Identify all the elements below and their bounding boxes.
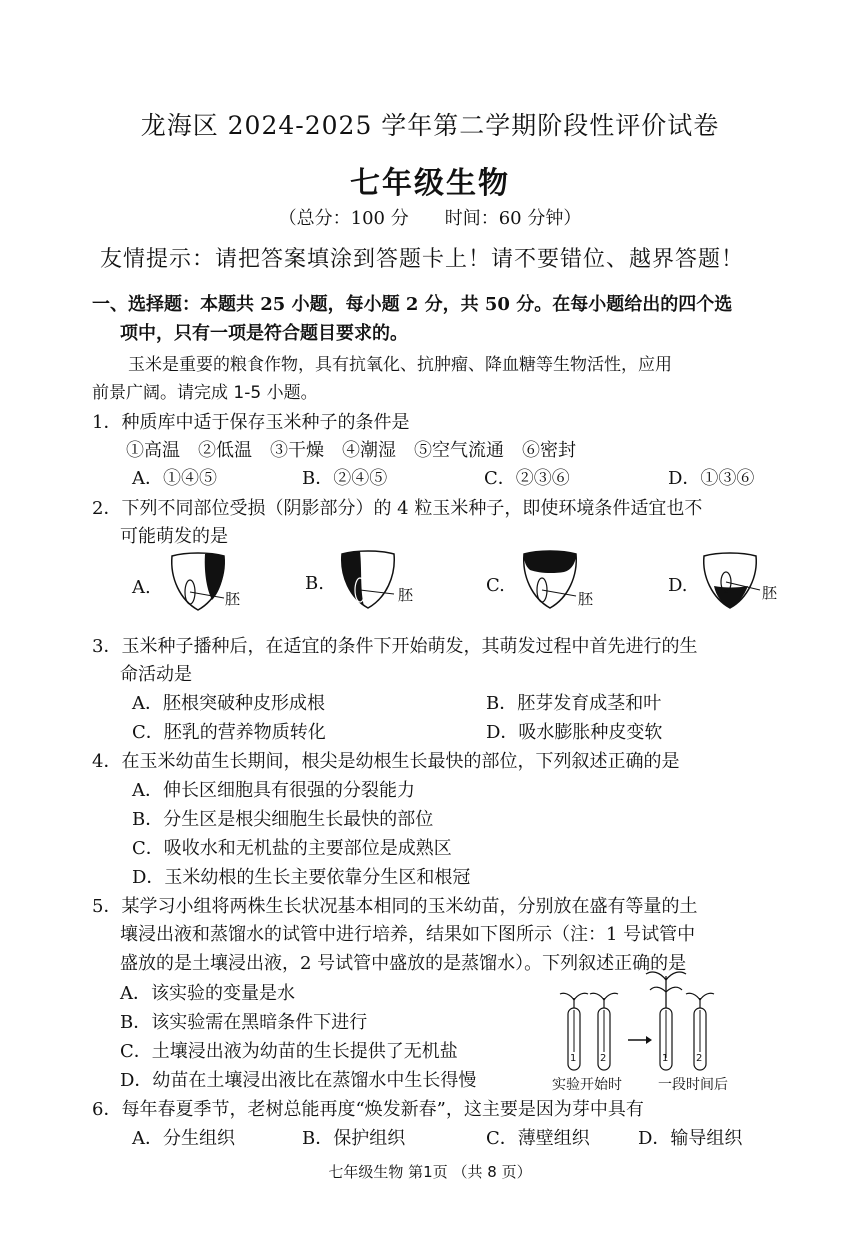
q3-option-b: B．胚芽发育成茎和叶: [486, 693, 662, 714]
q6-option-a: A．分生组织: [132, 1128, 235, 1149]
q2-option-c: C.: [486, 575, 505, 596]
q5-option-d: D．幼苗在土壤浸出液比在蒸馏水中生长得慢: [120, 1070, 477, 1091]
q1-stem: 1．种质库中适于保存玉米种子的条件是: [92, 412, 410, 433]
q2-stem-2: 可能萌发的是: [120, 526, 228, 547]
seed-a-label: 胚: [225, 590, 241, 608]
seed-b-label: 胚: [398, 586, 414, 604]
q4-option-b: B．分生区是根尖细胞生长最快的部位: [132, 809, 434, 830]
q4-option-d: D．玉米幼根的生长主要依靠分生区和根冠: [132, 867, 471, 888]
q2-stem-1: 2．下列不同部位受损（阴影部分）的 4 粒玉米种子，即使环境条件适宜也不: [92, 498, 703, 519]
q1-option-c: C．②③⑥: [484, 468, 570, 489]
q6-option-b: B．保护组织: [302, 1128, 406, 1149]
tube-label-2-start: 2: [600, 1053, 607, 1064]
tube-label-2-end: 2: [696, 1053, 703, 1064]
seed-c-illustration: [512, 546, 612, 616]
section-heading-2: 项中，只有一项是符合题目要求的。: [120, 323, 408, 344]
q5-stem-1: 5．某学习小组将两株生长状况基本相同的玉米幼苗，分别放在盛有等量的土: [92, 896, 698, 917]
seed-b-illustration: [330, 546, 430, 616]
tube-label-1-end: 1: [662, 1053, 669, 1064]
q2-option-a: A.: [132, 577, 151, 598]
arrow-icon: [628, 1036, 652, 1044]
q5-option-c: C．土壤浸出液为幼苗的生长提供了无机盐: [120, 1041, 458, 1062]
q4-stem: 4．在玉米幼苗生长期间，根尖是幼根生长最快的部位，下列叙述正确的是: [92, 751, 680, 772]
q5-option-b: B．该实验需在黑暗条件下进行: [120, 1012, 368, 1033]
caption-end: 一段时间后: [658, 1077, 728, 1093]
exam-title: 龙海区 2024-2025 学年第二学期阶段性评价试卷: [140, 111, 720, 140]
friendly-tip: 友情提示：请把答案填涂到答题卡上！请不要错位、越界答题！: [100, 247, 745, 272]
score-time: （总分：100 分 时间：60 分钟）: [278, 208, 582, 229]
q3-stem-2: 命活动是: [120, 664, 192, 685]
test-tube-experiment-illustration: [548, 970, 753, 1075]
q5-stem-2: 壤浸出液和蒸馏水的试管中进行培养，结果如下图所示（注：1 号试管中: [120, 924, 696, 945]
seed-a-illustration: [160, 548, 260, 618]
tube-label-1-start: 1: [570, 1053, 577, 1064]
q6-stem: 6．每年春夏季节，老树总能再度“焕发新春”，这主要是因为芽中具有: [92, 1099, 644, 1120]
seed-c-label: 胚: [578, 590, 594, 608]
q4-option-a: A．伸长区细胞具有很强的分裂能力: [132, 780, 415, 801]
q1-conditions: ①高温 ②低温 ③干燥 ④潮湿 ⑤空气流通 ⑥密封: [126, 440, 576, 461]
q3-option-a: A．胚根突破种皮形成根: [132, 693, 325, 714]
q6-option-c: C．薄壁组织: [486, 1128, 590, 1149]
caption-start: 实验开始时: [552, 1077, 622, 1093]
q5-stem-3: 盛放的是土壤浸出液，2 号试管中盛放的是蒸馏水）。下列叙述正确的是: [120, 953, 687, 974]
page-footer: 七年级生物 第1页 （共 8 页）: [328, 1163, 532, 1181]
q2-option-b: B.: [305, 573, 324, 594]
intro-line-1: 玉米是重要的粮食作物，具有抗氧化、抗肿瘤、降血糖等生物活性，应用: [128, 355, 672, 375]
q6-option-d: D．输导组织: [638, 1128, 743, 1149]
q1-option-b: B．②④⑤: [302, 468, 388, 489]
q1-option-d: D．①③⑥: [668, 468, 755, 489]
seed-d-illustration: [694, 548, 794, 618]
q3-stem-1: 3．玉米种子播种后，在适宜的条件下开始萌发，其萌发过程中首先进行的生: [92, 636, 698, 657]
intro-line-2: 前景广阔。请完成 1-5 小题。: [92, 383, 318, 403]
q5-option-a: A．该实验的变量是水: [120, 983, 295, 1004]
q3-option-d: D．吸水膨胀种皮变软: [486, 722, 663, 743]
section-heading-1: 一、选择题：本题共 25 小题，每小题 2 分，共 50 分。在每小题给出的四个选: [92, 294, 733, 315]
q1-option-a: A．①④⑤: [132, 468, 217, 489]
q3-option-c: C．胚乳的营养物质转化: [132, 722, 326, 743]
subject-title: 七年级生物: [350, 166, 510, 201]
seed-d-label: 胚: [762, 584, 778, 602]
q2-option-d: D.: [668, 575, 688, 596]
q4-option-c: C．吸收水和无机盐的主要部位是成熟区: [132, 838, 452, 859]
